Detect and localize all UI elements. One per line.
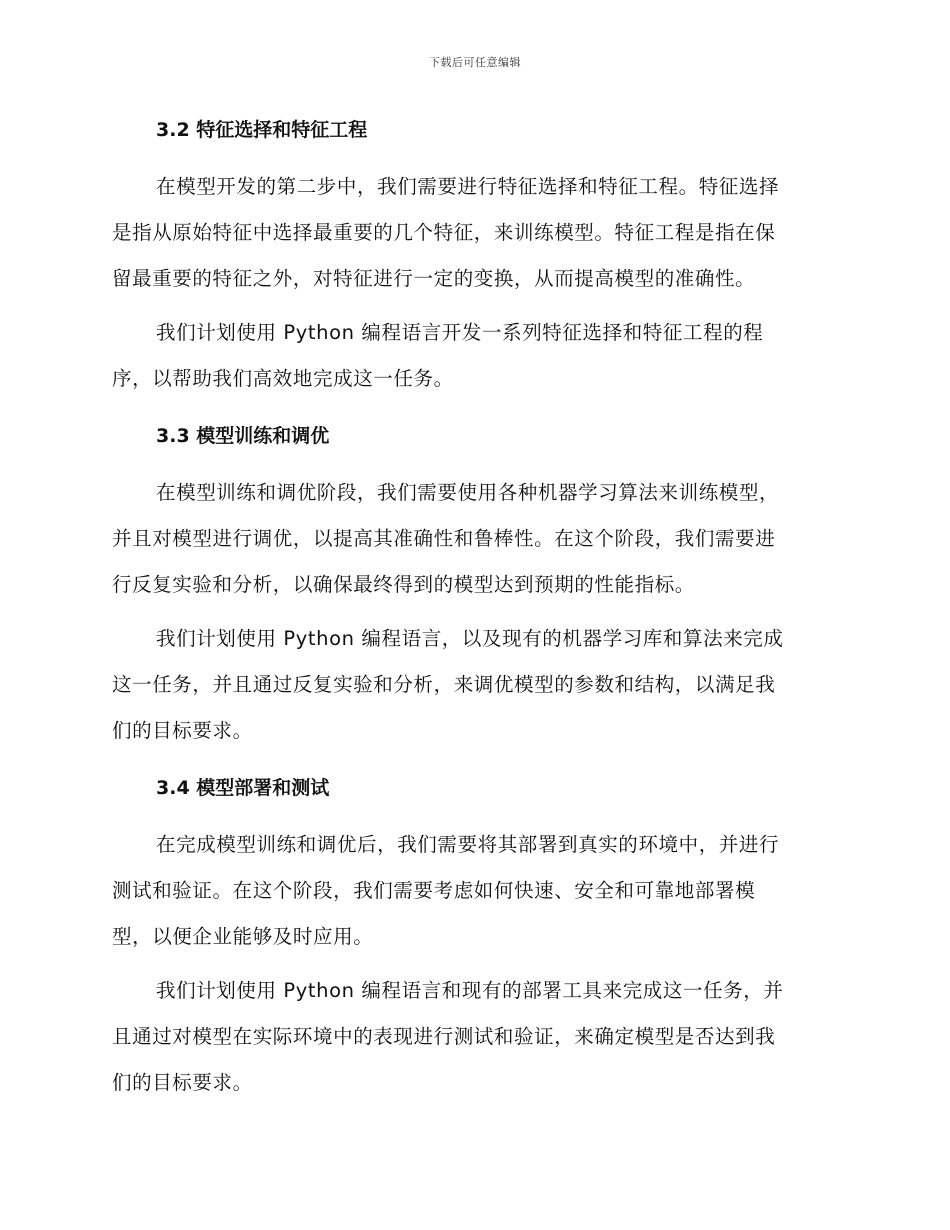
paragraph-line: 且通过对模型在实际环境中的表现进行测试和验证，来确定模型是否达到我	[112, 1025, 776, 1048]
paragraph-line: 我们计划使用 Python 编程语言和现有的部署工具来完成这一任务，并	[156, 979, 784, 1002]
paragraph-line: 在模型训练和调优阶段，我们需要使用各种机器学习算法来训练模型，	[156, 481, 780, 504]
paragraph-line: 这一任务，并且通过反复实验和分析，来调优模型的参数和结构，以满足我	[112, 673, 776, 696]
paragraph	[112, 310, 834, 402]
paragraph	[112, 164, 834, 302]
paragraph-line: 是指从原始特征中选择最重要的几个特征，来训练模型。特征工程是指在保	[112, 221, 776, 244]
paragraph-line: 们的目标要求。	[112, 719, 253, 742]
page-header: 下载后可任意编辑	[429, 56, 521, 69]
paragraph-line: 我们计划使用 Python 编程语言开发一系列特征选择和特征工程的程	[156, 321, 764, 344]
paragraph-line: 行反复实验和分析，以确保最终得到的模型达到预期的性能指标。	[112, 573, 695, 596]
paragraph-line: 们的目标要求。	[112, 1071, 253, 1094]
paragraph-line: 型，以便企业能够及时应用。	[112, 925, 374, 948]
paragraph	[112, 968, 834, 1106]
section-heading-3-3: 3.3 模型训练和调优	[156, 425, 330, 447]
paragraph-line: 在完成模型训练和调优后，我们需要将其部署到真实的环境中，并进行	[156, 833, 780, 856]
paragraph-line: 序，以帮助我们高效地完成这一任务。	[112, 367, 454, 390]
paragraph-line: 测试和验证。在这个阶段，我们需要考虑如何快速、安全和可靠地部署模	[112, 879, 756, 902]
section-heading-3-2: 3.2 特征选择和特征工程	[156, 119, 368, 141]
paragraph-line: 留最重要的特征之外，对特征进行一定的变换，从而提高模型的准确性。	[112, 267, 756, 290]
paragraph	[112, 822, 834, 960]
section-heading-3-4: 3.4 模型部署和测试	[156, 777, 330, 799]
paragraph	[112, 470, 834, 608]
paragraph-line: 在模型开发的第二步中，我们需要进行特征选择和特征工程。特征选择	[156, 175, 780, 198]
paragraph-line: 我们计划使用 Python 编程语言，以及现有的机器学习库和算法来完成	[156, 627, 784, 650]
paragraph	[112, 616, 834, 754]
paragraph-line: 并且对模型进行调优，以提高其准确性和鲁棒性。在这个阶段，我们需要进	[112, 527, 776, 550]
